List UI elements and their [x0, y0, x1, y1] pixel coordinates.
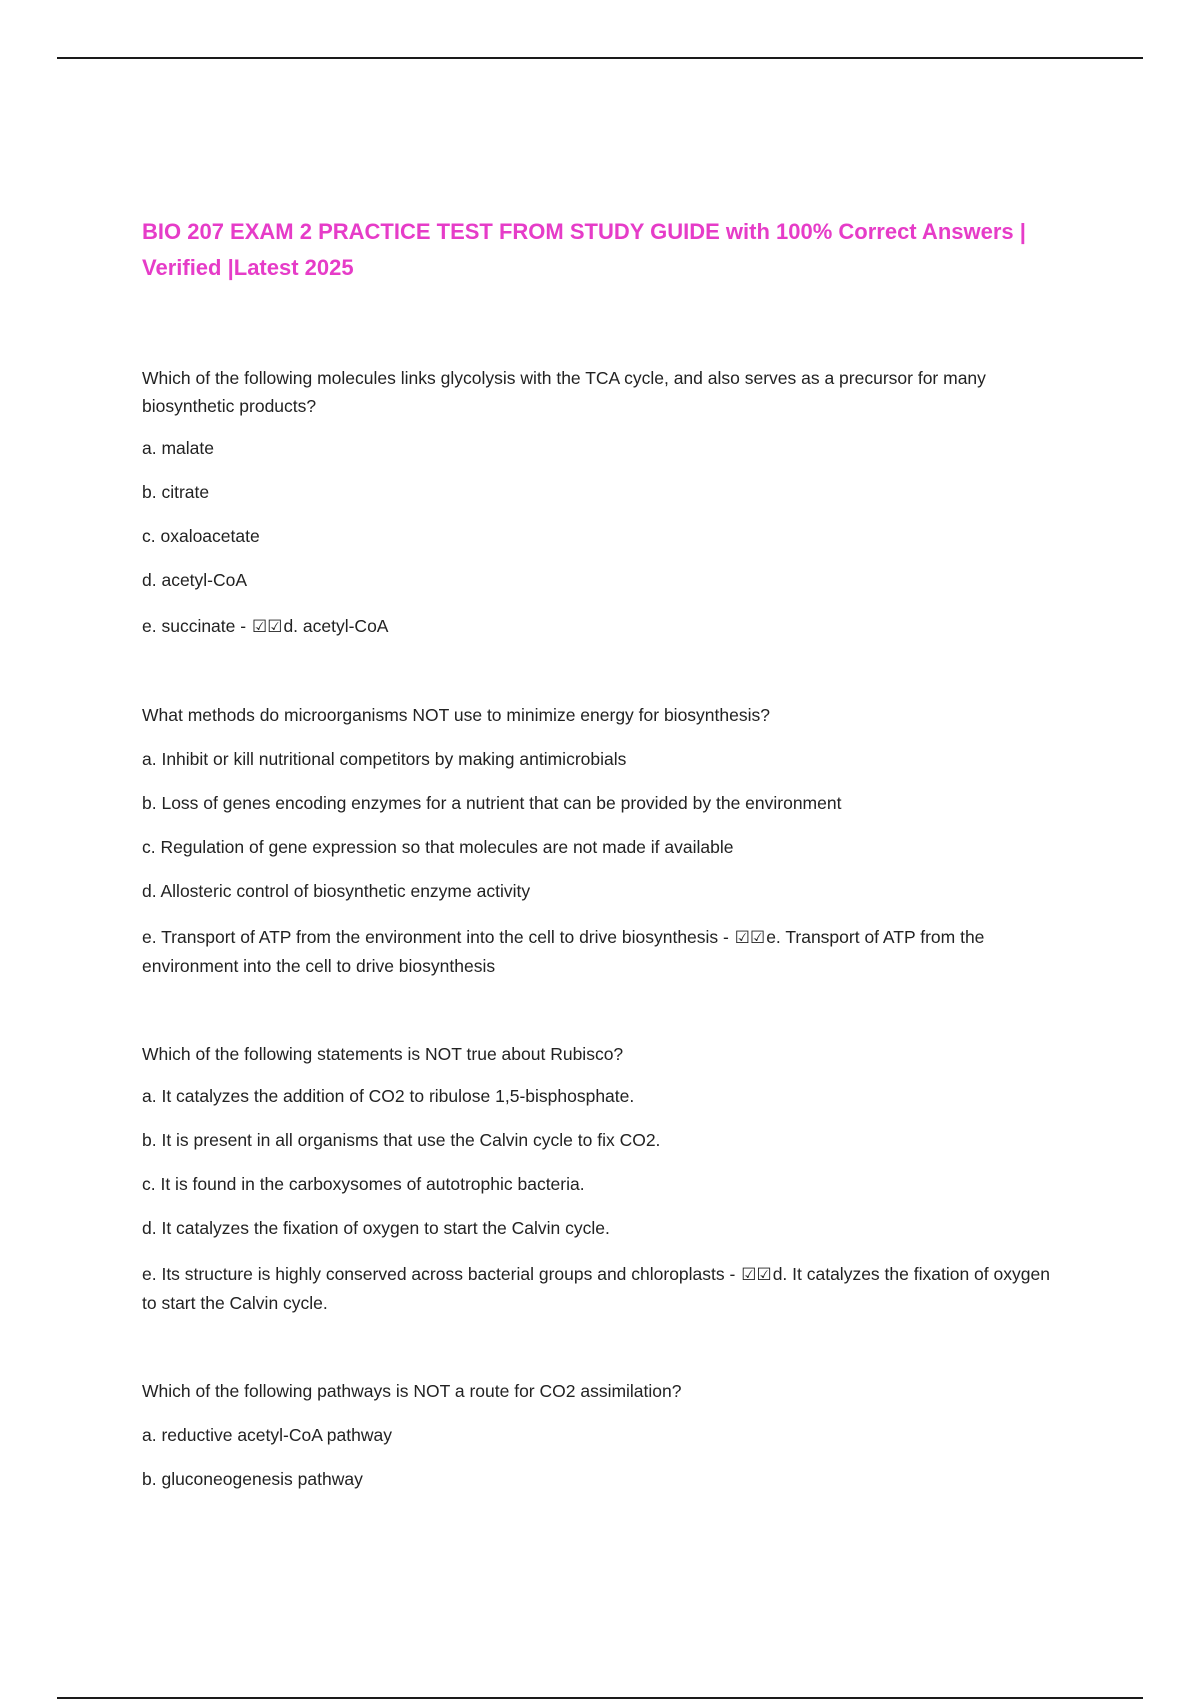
option-3e-text: e. Its structure is highly conserved across bacterial groups and chloroplasts -: [142, 1264, 741, 1284]
check-icon: ☑☑: [741, 1265, 772, 1285]
question-1-prompt: Which of the following molecules links glycolysis with the TCA cycle, and also serves as a precursor for many biosynthetic products?: [142, 368, 986, 416]
answer-2: e. Transport of ATP from the environment into the cell to drive biosynthesis: [142, 927, 985, 976]
document-body: [142, 214, 1052, 1493]
option-2e-text: e. Transport of ATP from the environment into the cell to drive biosynthesis -: [142, 927, 734, 947]
option-1e: [142, 612, 1052, 641]
question-block-1: [142, 364, 1052, 641]
question-block-3: [142, 1040, 1052, 1317]
option-4b: b. gluconeogenesis pathway: [142, 1469, 363, 1489]
option-2e: [142, 923, 1052, 980]
option-3c: c. It is found in the carboxysomes of autotrophic bacteria.: [142, 1174, 585, 1194]
option-3d: d. It catalyzes the fixation of oxygen to start the Calvin cycle.: [142, 1218, 610, 1238]
option-4a: a. reductive acetyl-CoA pathway: [142, 1425, 392, 1445]
answer-1: d. acetyl-CoA: [283, 616, 389, 636]
question-2-prompt: What methods do microorganisms NOT use to minimize energy for biosynthesis?: [142, 705, 770, 725]
option-1b: b. citrate: [142, 482, 210, 502]
option-2d: d. Allosteric control of biosynthetic enzyme activity: [142, 881, 531, 901]
option-1e-text: e. succinate -: [142, 616, 251, 636]
document-title: BIO 207 EXAM 2 PRACTICE TEST FROM STUDY GUIDE with 100% Correct Answers | Verified |Latest 2025: [142, 219, 1026, 280]
option-1a: a. malate: [142, 438, 214, 458]
check-icon: ☑☑: [734, 928, 766, 948]
option-1c: c. oxaloacetate: [142, 526, 260, 546]
option-3b: b. It is present in all organisms that use the Calvin cycle to fix CO2.: [142, 1130, 661, 1150]
bottom-rule: [57, 1697, 1143, 1699]
question-4-prompt: Which of the following pathways is NOT a route for CO2 assimilation?: [142, 1381, 682, 1401]
question-block-4: [142, 1377, 1052, 1493]
check-icon: ☑☑: [251, 617, 283, 637]
option-3a: a. It catalyzes the addition of CO2 to ribulose 1,5-bisphosphate.: [142, 1086, 635, 1106]
option-3e: [142, 1260, 1052, 1317]
option-2b: b. Loss of genes encoding enzymes for a nutrient that can be provided by the environment: [142, 793, 842, 813]
option-1d: d. acetyl-CoA: [142, 570, 248, 590]
option-2c: c. Regulation of gene expression so that molecules are not made if available: [142, 837, 734, 857]
answer-3: d. It catalyzes the fixation of oxygen to start the Calvin cycle.: [142, 1264, 1050, 1313]
question-3-prompt: Which of the following statements is NOT true about Rubisco?: [142, 1044, 624, 1064]
option-2a: a. Inhibit or kill nutritional competitors by making antimicrobials: [142, 749, 627, 769]
top-rule: [57, 57, 1143, 59]
question-block-2: [142, 701, 1052, 980]
